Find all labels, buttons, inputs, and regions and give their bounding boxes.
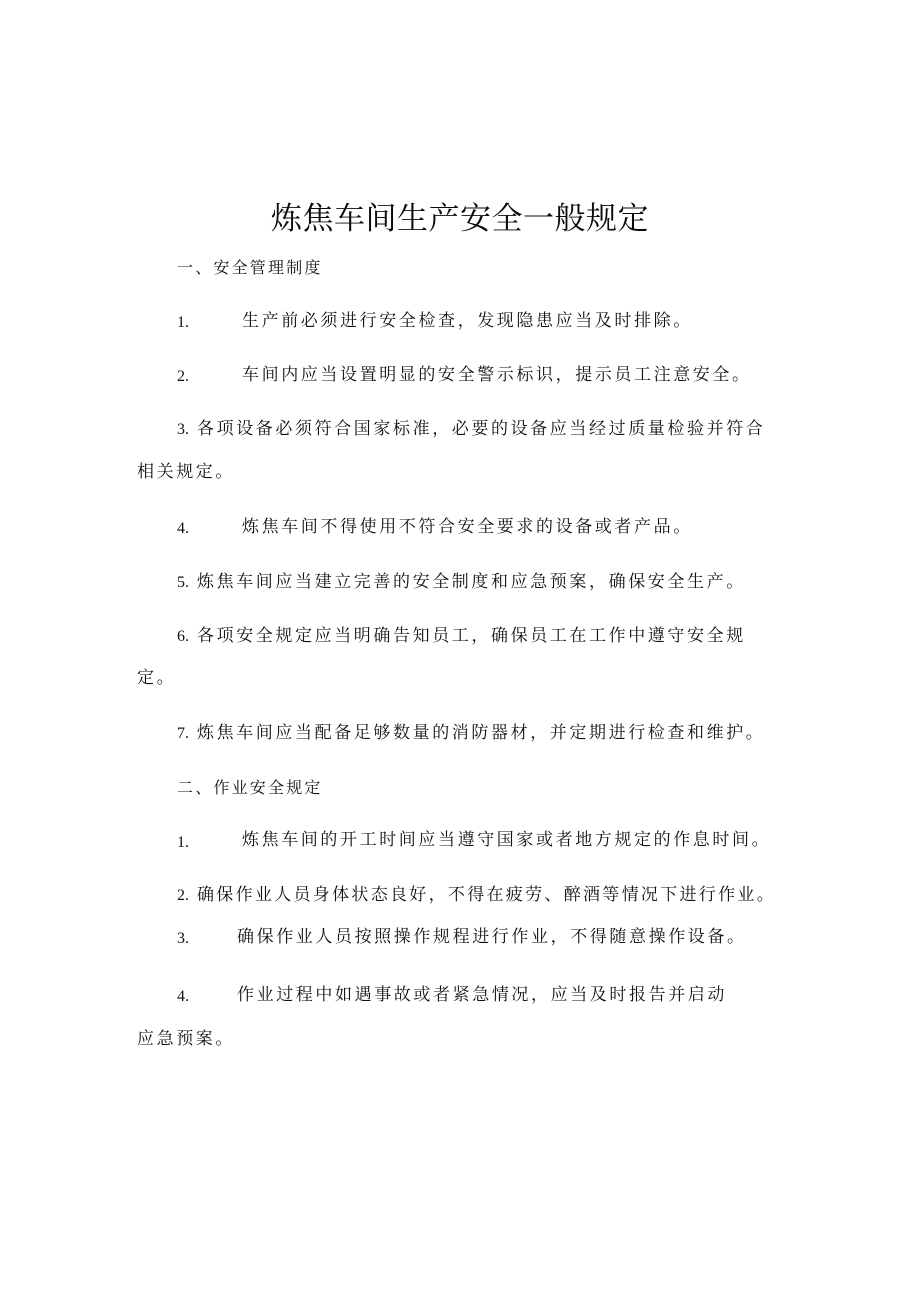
item-text: 作业过程中如遇事故或者紧急情况，应当及时报告并启动: [237, 985, 727, 1005]
item-text: 生产前必须进行安全检查，发现隐患应当及时排除。: [242, 311, 693, 331]
item-text: 炼焦车间的开工时间应当遵守国家或者地方规定的作息时间。: [242, 830, 772, 850]
item-text: 车间内应当设置明显的安全警示标识，提示员工注意安全。: [242, 365, 752, 385]
item-number: 2.: [177, 368, 189, 385]
item-number: 6.: [177, 628, 189, 645]
item-number: 5.: [177, 574, 189, 591]
item-text: 炼焦车间应当建立完善的安全制度和应急预案，确保安全生产。: [197, 572, 746, 592]
item-text: 确保作业人员身体状态良好，不得在疲劳、醉酒等情况下进行作业。: [197, 885, 776, 905]
item-text: 确保作业人员按照操作规程进行作业，不得随意操作设备。: [237, 927, 747, 947]
item-number: 1.: [177, 834, 189, 851]
document-title: 炼焦车间生产安全一般规定: [271, 201, 649, 237]
item-number: 3.: [177, 930, 189, 947]
item-number: 1.: [177, 314, 189, 331]
item-text: 炼焦车间应当配备足够数量的消防器材，并定期进行检查和维护。: [197, 723, 766, 743]
item-text-continued: 定。: [137, 668, 177, 688]
item-number: 4.: [177, 988, 189, 1005]
item-text: 各项安全规定应当明确告知员工，确保员工在工作中遵守安全规: [197, 626, 746, 646]
item-number: 2.: [177, 887, 189, 904]
item-number: 7.: [177, 725, 189, 742]
section-heading-operation: 二、作业安全规定: [177, 778, 323, 797]
section-heading-management: 一、安全管理制度: [177, 258, 323, 277]
item-text: 炼焦车间不得使用不符合安全要求的设备或者产品。: [242, 517, 693, 537]
item-text-continued: 应急预案。: [137, 1029, 235, 1049]
item-text-continued: 相关规定。: [137, 462, 235, 482]
item-number: 4.: [177, 520, 189, 537]
item-text: 各项设备必须符合国家标准，必要的设备应当经过质量检验并符合: [197, 419, 766, 439]
item-number: 3.: [177, 421, 189, 438]
